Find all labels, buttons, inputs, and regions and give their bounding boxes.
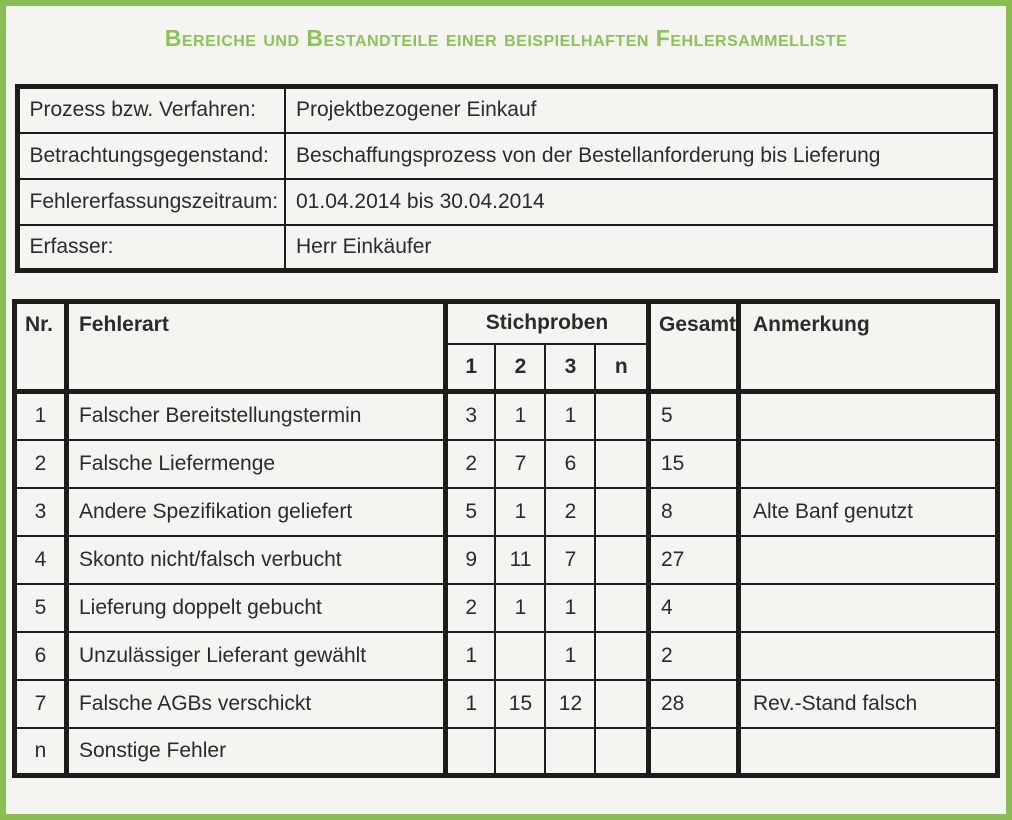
gesamt-cell: 28 — [649, 680, 739, 728]
sample-1-cell: 1 — [445, 680, 495, 728]
gesamt-cell: 5 — [649, 392, 739, 440]
sample-2-cell: 1 — [495, 488, 545, 536]
nr-cell: 4 — [14, 536, 66, 584]
fehlerart-cell: Falsche Liefermenge — [66, 440, 445, 488]
header-stichproben: Stichproben — [445, 302, 648, 344]
sample-n-cell — [595, 728, 648, 776]
table-row — [14, 488, 997, 536]
fehlerart-cell: Andere Spezifikation geliefert — [66, 488, 445, 536]
header-gesamt: Gesamt — [649, 302, 739, 392]
table-row — [14, 632, 997, 680]
header-fehlerart: Fehlerart — [66, 302, 445, 392]
anmerkung-cell — [739, 440, 998, 488]
sample-1-cell — [445, 728, 495, 776]
header-sample-n: n — [595, 344, 648, 392]
nr-cell: 2 — [14, 440, 66, 488]
sample-1-cell: 9 — [445, 536, 495, 584]
nr-cell: 3 — [14, 488, 66, 536]
info-value-betrachtungsgegenstand: Beschaffungsprozess von der Bestellanforderung bis Lieferung — [285, 133, 995, 179]
sample-n-cell — [595, 392, 648, 440]
header-nr: Nr. — [14, 302, 66, 392]
sample-3-cell: 1 — [545, 632, 595, 680]
nr-cell: 6 — [14, 632, 66, 680]
info-label-fehlererfassungszeitraum: Fehlererfassungszeitraum: — [17, 179, 285, 225]
header-sample-3: 3 — [545, 344, 595, 392]
anmerkung-cell — [739, 728, 998, 776]
nr-cell: n — [14, 728, 66, 776]
table-row — [14, 680, 997, 728]
table-row — [14, 584, 997, 632]
gesamt-cell: 4 — [649, 584, 739, 632]
anmerkung-cell — [739, 536, 998, 584]
info-label-betrachtungsgegenstand: Betrachtungsgegenstand: — [17, 133, 285, 179]
sample-3-cell: 1 — [545, 584, 595, 632]
sample-n-cell — [595, 584, 648, 632]
anmerkung-cell — [739, 392, 998, 440]
anmerkung-cell: Alte Banf genutzt — [739, 488, 998, 536]
table-row — [14, 536, 997, 584]
table-row — [14, 440, 997, 488]
sample-3-cell: 1 — [545, 392, 595, 440]
sample-1-cell: 3 — [445, 392, 495, 440]
nr-cell: 7 — [14, 680, 66, 728]
info-row-prozess — [17, 87, 995, 133]
sample-2-cell: 11 — [495, 536, 545, 584]
gesamt-cell: 2 — [649, 632, 739, 680]
sample-n-cell — [595, 536, 648, 584]
table-row — [14, 392, 997, 440]
sample-n-cell — [595, 680, 648, 728]
info-value-prozess: Projektbezogener Einkauf — [285, 87, 995, 133]
info-row-fehlererfassungszeitraum — [17, 179, 995, 225]
anmerkung-cell — [739, 632, 998, 680]
fehlerart-cell: Sonstige Fehler — [66, 728, 445, 776]
table-row — [14, 728, 997, 776]
sample-2-cell: 7 — [495, 440, 545, 488]
sample-2-cell — [495, 632, 545, 680]
nr-cell: 5 — [14, 584, 66, 632]
gesamt-cell: 27 — [649, 536, 739, 584]
sample-2-cell — [495, 728, 545, 776]
sample-n-cell — [595, 488, 648, 536]
sample-n-cell — [595, 440, 648, 488]
fehlerart-cell: Skonto nicht/falsch verbucht — [66, 536, 445, 584]
sample-1-cell: 2 — [445, 440, 495, 488]
anmerkung-cell — [739, 584, 998, 632]
header-anmerkung: Anmerkung — [739, 302, 998, 392]
gesamt-cell: 15 — [649, 440, 739, 488]
gesamt-cell: 8 — [649, 488, 739, 536]
info-label-prozess: Prozess bzw. Verfahren: — [17, 87, 285, 133]
sample-3-cell: 7 — [545, 536, 595, 584]
sample-2-cell: 1 — [495, 392, 545, 440]
sample-3-cell: 12 — [545, 680, 595, 728]
header-sample-2: 2 — [495, 344, 545, 392]
anmerkung-cell: Rev.-Stand falsch — [739, 680, 998, 728]
header-row-main — [14, 302, 997, 344]
nr-cell: 1 — [14, 392, 66, 440]
sample-3-cell: 6 — [545, 440, 595, 488]
sample-n-cell — [595, 632, 648, 680]
info-value-fehlererfassungszeitraum: 01.04.2014 bis 30.04.2014 — [285, 179, 995, 225]
sample-1-cell: 1 — [445, 632, 495, 680]
fehlerart-cell: Falscher Bereitstellungstermin — [66, 392, 445, 440]
sample-1-cell: 5 — [445, 488, 495, 536]
page-title: Bereiche und Bestandteile einer beispielhaften Fehlersammelliste — [164, 25, 848, 51]
error-collection-table — [12, 299, 1000, 778]
sample-1-cell: 2 — [445, 584, 495, 632]
process-info-table — [15, 84, 998, 273]
fehlerart-cell: Falsche AGBs verschickt — [66, 680, 445, 728]
fehlerart-cell: Lieferung doppelt gebucht — [66, 584, 445, 632]
sample-2-cell: 15 — [495, 680, 545, 728]
gesamt-cell — [649, 728, 739, 776]
sample-2-cell: 1 — [495, 584, 545, 632]
info-value-erfasser: Herr Einkäufer — [285, 225, 995, 271]
info-label-erfasser: Erfasser: — [17, 225, 285, 271]
info-row-erfasser — [17, 225, 995, 271]
fehlerart-cell: Unzulässiger Lieferant gewählt — [66, 632, 445, 680]
header-sample-1: 1 — [445, 344, 495, 392]
sample-3-cell: 2 — [545, 488, 595, 536]
info-row-betrachtungsgegenstand — [17, 133, 995, 179]
sample-3-cell — [545, 728, 595, 776]
